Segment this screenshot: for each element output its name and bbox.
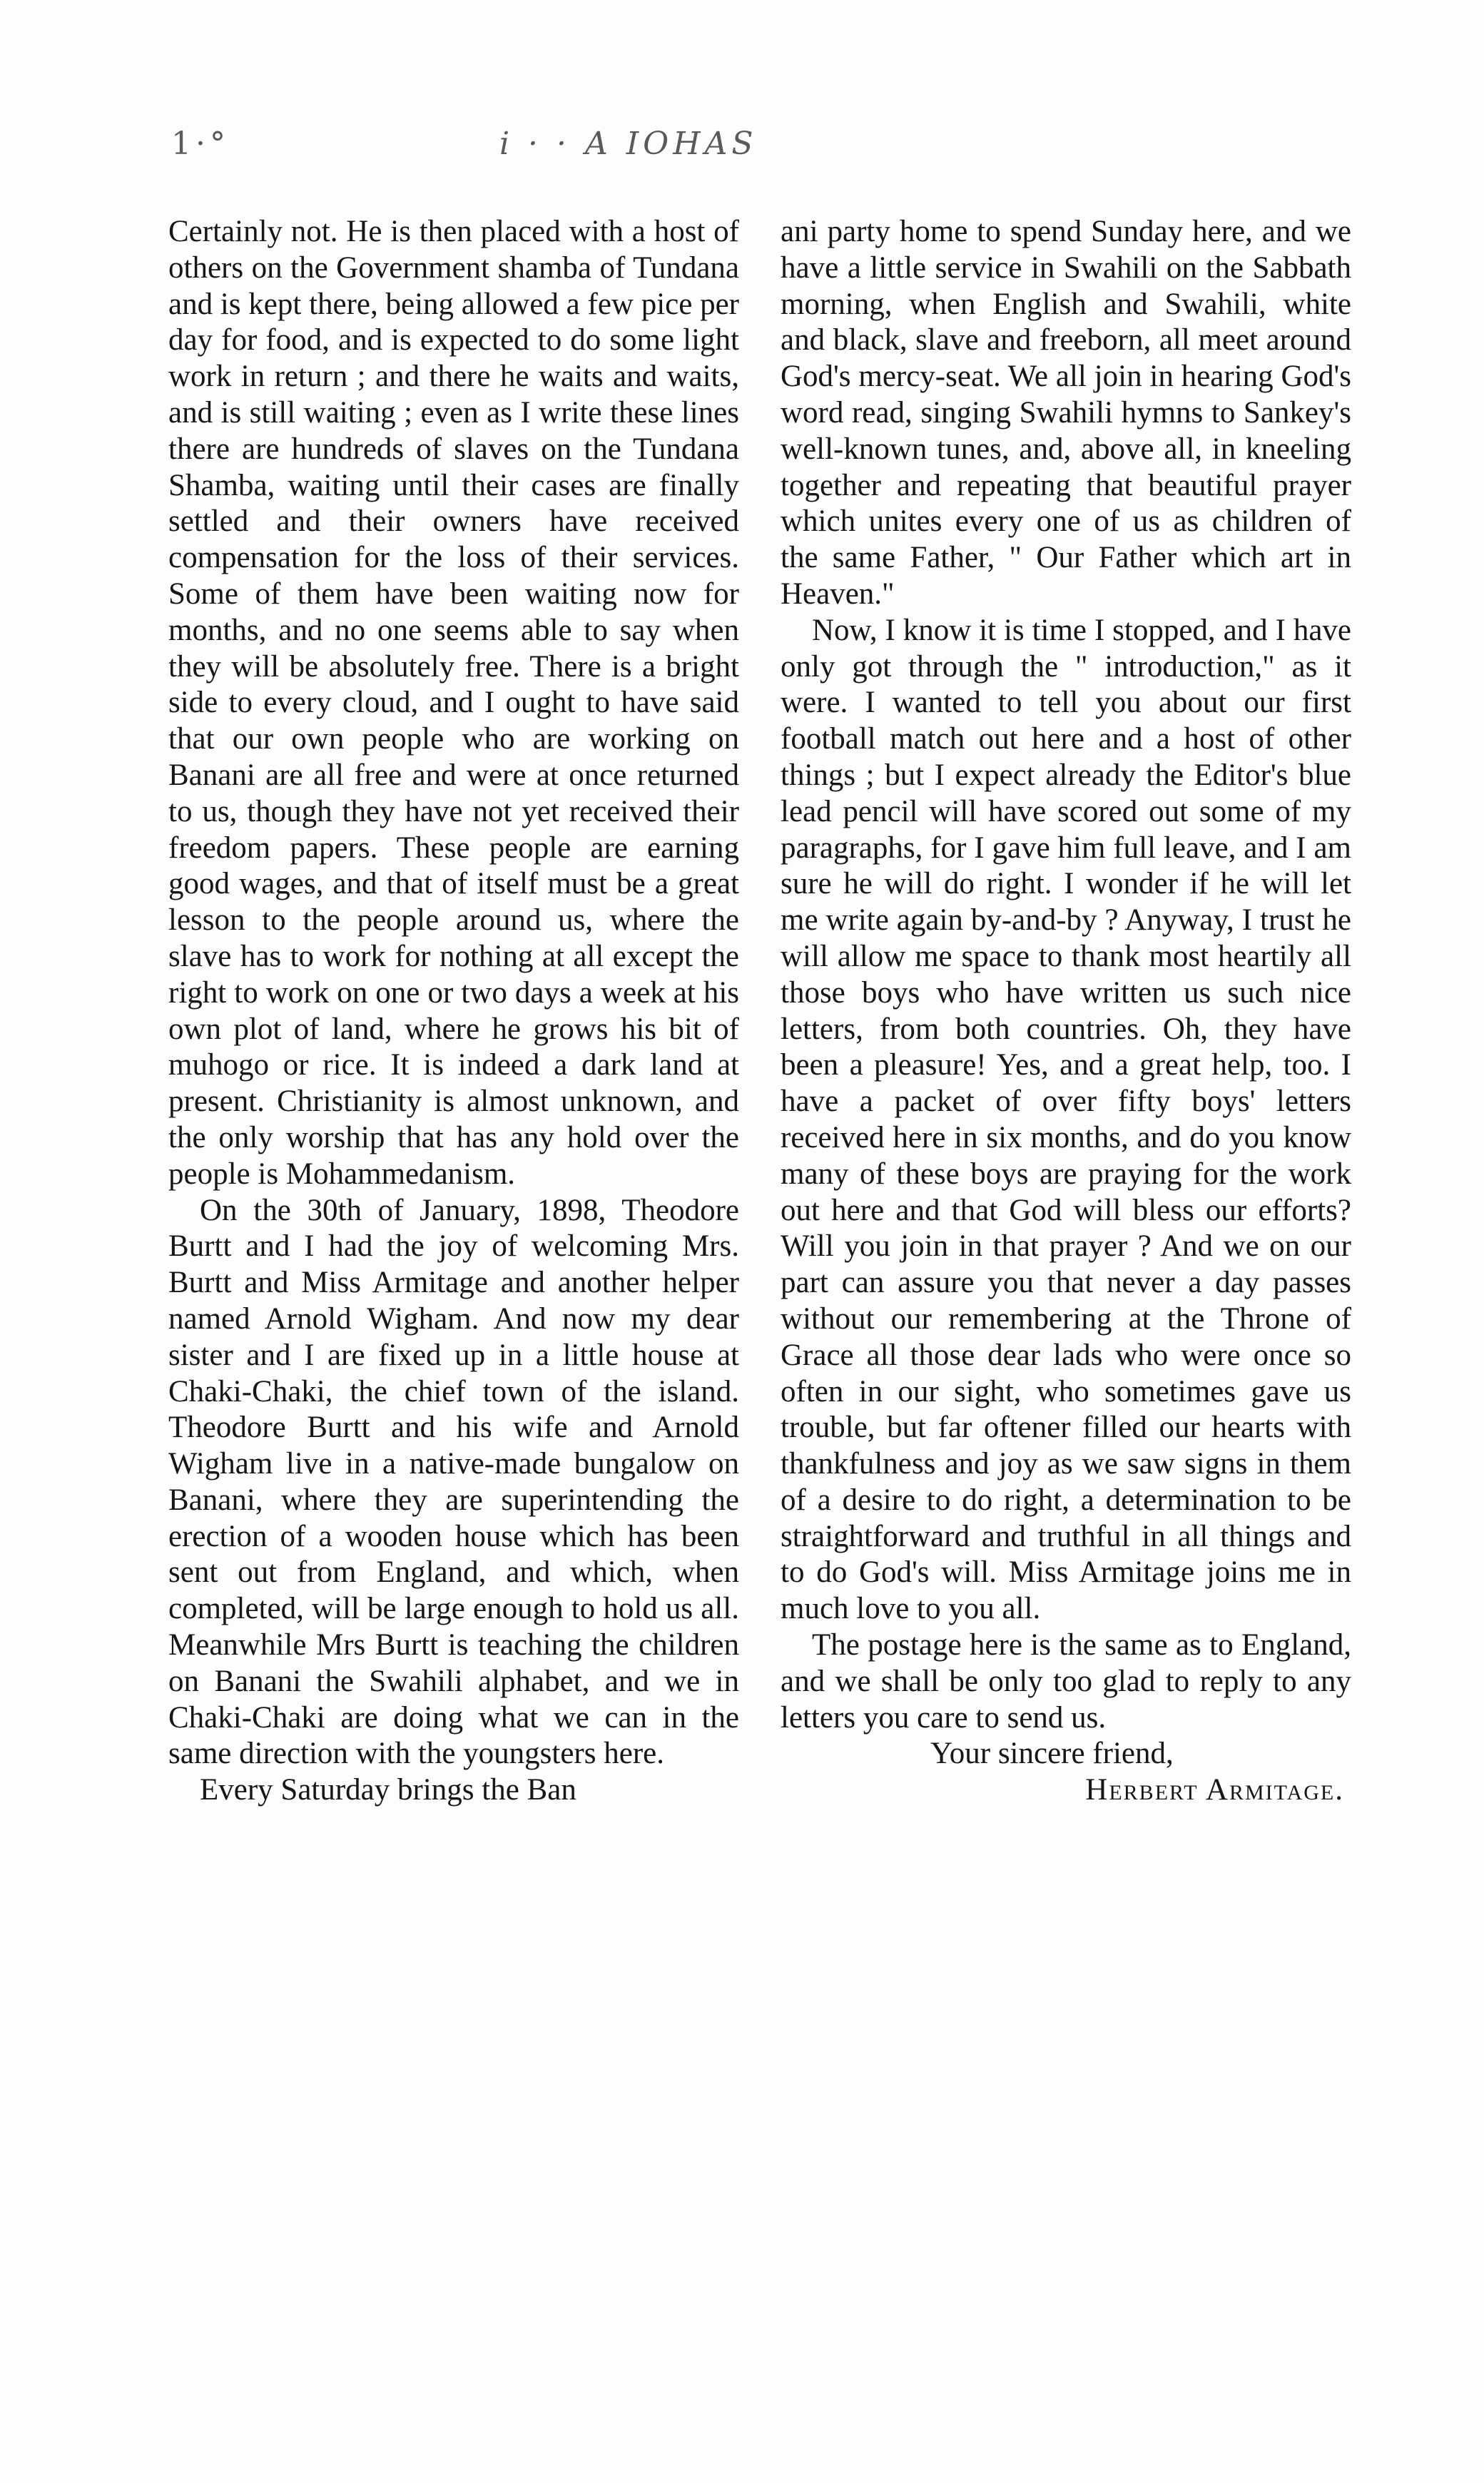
- paragraph: Now, I know it is time I stopped, and I have only got through the " introduction," as it were. I wanted to tell you about our first football match out here and a host of other things ; but I expect already the Editor's blue lead pencil will have scored out some of my paragraphs, for I gave him full leave, and I am sure he will do right. I wonder if he will let me write again by-and-by ? Anyway, I trust he will allow me space to thank most heartily all those boys who have written us such nice letters, from both countries. Oh, they have been a pleasure! Yes, and a great help, too. I have a packet of over fifty boys' letters received here in six months, and do you know many of these boys are praying for the work out here and that God will bless our efforts? Will you join in that prayer ? And we on our part can assure you that never a day passes without our remembering at the Throne of Grace all those dear lads who were once so often in our sight, who sometimes gave us trouble, but far oftener filled our hearts with thankfulness and joy as we saw signs in them of a desire to do right, a determination to be straightforward and truthful in all things and to do God's will. Miss Armitage joins me in much love to you all.: [781, 613, 1351, 1626]
- page-number: 1·°: [171, 126, 230, 162]
- paragraph: The postage here is the same as to England, and we shall be only too glad to reply to any letters you care to send us.: [781, 1628, 1351, 1735]
- running-title: i · · A IOHAS: [499, 126, 758, 162]
- signature: Herbert Armitage.: [1085, 1773, 1344, 1807]
- closing-line: Your sincere friend,: [930, 1737, 1174, 1771]
- paragraph: Certainly not. He is then placed with a host of others on the Government shamba of Tundana and is kept there, being allowed a few pice per day for food, and is expected to do some light work in return ; and there he waits and waits, and is still waiting ; even as I write these lines there are hundreds of slaves on the Tundana Shamba, waiting until their cases are finally settled and their owners have received compensation for the loss of their services. Some of them have been waiting now for months, and no one seems able to say when they will be absolutely free. There is a bright side to every cloud, and I ought to have said that our own people who are working on Banani are all free and were at once returned to us, though they have not yet received their freedom papers. These people are earning good wages, and that of itself must be a great lesson to the people around us, where the slave has to work for nothing at all except the right to work on one or two days a week at his own plot of land, where he grows his bit of muhogo or rice. It is indeed a dark land at present. Christianity is almost unknown, and the only worship that has any hold over the people is Mohammedanism.: [168, 215, 739, 1191]
- left-column: [168, 214, 739, 1809]
- paragraph: On the 30th of January, 1898, Theodore Burtt and I had the joy of welcoming Mrs. Burtt and Miss Armitage and another helper named Arnold Wigham. And now my dear sister and I are fixed up in a little house at Chaki-Chaki, the chief town of the island. Theodore Burtt and his wife and Arnold Wigham live in a native-made bungalow on Banani, where they are superintending the erection of a wooden house which has been sent out from England, and which, when completed, will be large enough to hold us all. Meanwhile Mrs Burtt is teaching the children on Banani the Swahili alphabet, and we in Chaki-Chaki are doing what we can in the same direction with the youngsters here.: [168, 1193, 739, 1771]
- right-column: [781, 214, 1351, 1809]
- running-header: [171, 126, 1356, 176]
- paragraph: Every Saturday brings the Ban: [200, 1773, 576, 1807]
- paragraph: ani party home to spend Sunday here, and we have a little service in Swahili on the Sabbath morning, when English and Swahili, white and black, slave and freeborn, all meet around God's mercy-seat. We all join in hearing God's word read, singing Swahili hymns to Sankey's well-known tunes, and, above all, in kneeling together and repeating that beautiful prayer which unites every one of us as children of the same Father, " Our Father which art in Heaven.": [781, 215, 1351, 611]
